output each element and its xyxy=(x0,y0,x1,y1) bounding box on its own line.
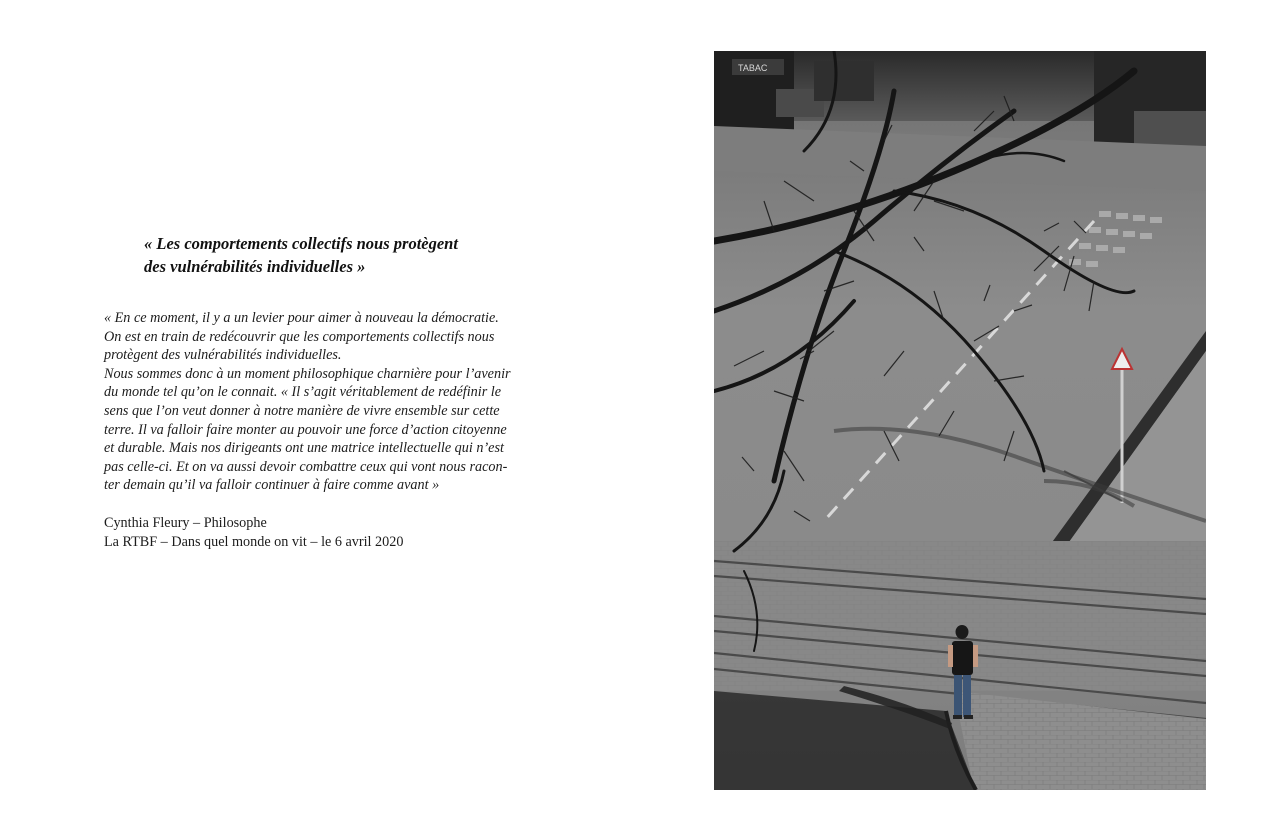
quote-line: terre. Il va falloir faire monter au pouvoir une force d’action citoyenne xyxy=(104,421,507,438)
quote-text xyxy=(104,309,544,495)
quote-line: Nous sommes donc à un moment philosophique charnière pour l’avenir xyxy=(104,365,511,382)
quote-line: pas celle-ci. Et on va aussi devoir combattre ceux qui vont nous racon- xyxy=(104,458,508,475)
quote-line: protègent des vulnérabilités individuelles. xyxy=(104,347,342,364)
credit-source: La RTBF – Dans quel monde on vit – le 6 avril 2020 xyxy=(104,533,404,550)
street-photo xyxy=(714,51,1206,790)
street-photo-illustration xyxy=(714,51,1206,790)
quote-line: sens que l’on veut donner à notre manière de vivre ensemble sur cette xyxy=(104,402,500,419)
headline xyxy=(144,232,564,278)
quote-line: et durable. Mais nos dirigeants ont une matrice intellectuelle qui n’est xyxy=(104,440,504,457)
quote-line: On est en train de redécouvrir que les comportements collectifs nous xyxy=(104,328,495,345)
credit-author: Cynthia Fleury – Philosophe xyxy=(104,515,267,531)
quote-line: du monde tel qu’on le connait. « Il s’agit véritablement de redéfinir le xyxy=(104,384,502,401)
credit xyxy=(104,514,544,551)
storefront-sign: TABAC xyxy=(738,63,768,73)
headline-line-1: « Les comportements collectifs nous protègent xyxy=(144,234,458,253)
quote-line: ter demain qu’il va falloir continuer à faire comme avant » xyxy=(104,477,440,494)
quote-line: « En ce moment, il y a un levier pour aimer à nouveau la démocratie. xyxy=(104,310,499,326)
headline-line-2: des vulnérabilités individuelles » xyxy=(144,257,366,276)
